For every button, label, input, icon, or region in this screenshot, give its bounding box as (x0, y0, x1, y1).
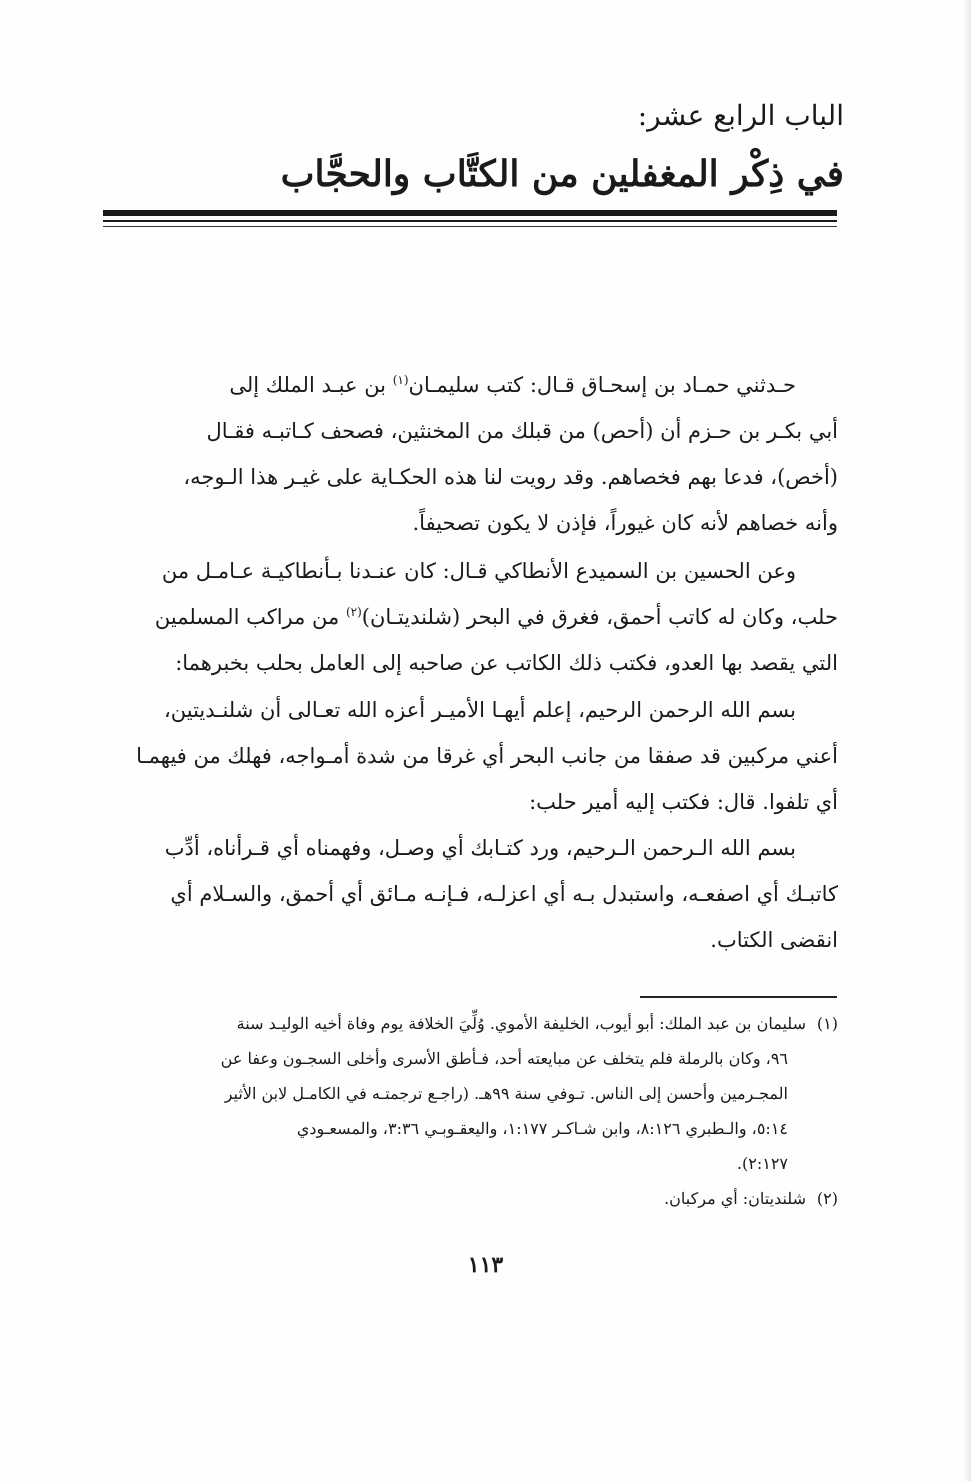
text-run: سليمان بن عبد الملك: أبو أيوب، الخليفة الأموي. وُلِّيَ الخلافة يوم وفاة أخيه الوليـد سنة (236, 1014, 806, 1033)
text-run: حـدثني حمـاد بن إسحـاق قـال: كتب سليمـان (408, 373, 796, 397)
paragraph-line: كاتبـك أي اصفعـه، واستبدل بـه أي اعزلـه، فـإنـه مـائق أي أحمق، والسـلام أي (170, 882, 838, 906)
footnote-line (96, 1006, 838, 1041)
paragraph-line: بسم الله الـرحمن الـرحيم، ورد كتـابك أي وصـل، وفهمناه أي قـرأناه، أدِّب (164, 836, 796, 860)
text-run: بن عبـد الملك إلى (229, 373, 393, 397)
footnote-line: ٢:١٢٧). (736, 1154, 788, 1173)
chapter-label: الباب الرابع عشر: (637, 99, 844, 132)
paragraph-line: وأنه خصاهم لأنه كان غيوراً، فإذن لا يكون تصحيفاً. (412, 511, 838, 535)
paragraph-4 (103, 825, 838, 963)
paragraph-line: (أخص)، فدعا بهم فخصاهم. وقد رويت لنا هذه الحكـاية على غيـر هذا الـوجه، (183, 465, 838, 489)
footnote-2 (96, 1181, 838, 1216)
footnote-1 (96, 1006, 838, 1181)
paragraph-line (103, 362, 838, 408)
footnote-line: المجـرمين وأحسن إلى الناس. تـوفي سنة ٩٩هـ. (راجـع ترجمتـه في الكامـل لابن الأثير (224, 1084, 788, 1103)
paragraph-line: انقضى الكتاب. (710, 928, 838, 952)
footnote-number: (١) (816, 1014, 838, 1033)
footnotes (96, 1006, 838, 1216)
footnote-line: ٥:١٤، والـطبري ٨:١٢٦، وابن شـاكـر ١:١٧٧، واليعقـوبـي ٣:٣٦، والمسعـودي (296, 1119, 788, 1138)
paragraph-3 (103, 687, 838, 825)
text-run: شلنديتان: أي مركبان. (664, 1189, 806, 1208)
footnote-line: ٩٦، وكان بالرملة فلم يتخلف عن مبايعته أحد، فـأطق الأسرى وأخلى السجـون وعفا عن (220, 1049, 788, 1068)
title-rule-hairline (103, 226, 837, 227)
footnote-separator (640, 996, 837, 998)
paragraph-1 (103, 362, 838, 546)
text-run: من مراكب المسلمين (154, 605, 346, 629)
paragraph-line: أعني مركبين قد صفقا من جانب البحر أي غرقا من شدة أمـواجه، فهلك من فيهمـا (136, 744, 838, 768)
footnote-line (96, 1181, 838, 1216)
footnote-ref-1[interactable]: (١) (392, 373, 409, 387)
paragraph-line: التي يقصد بها العدو، فكتب ذلك الكاتب عن صاحبه إلى العامل بحلب بخبرهما: (175, 651, 838, 675)
paragraph-line: أبي بكـر بن حـزم أن (أحص) من قبلك من المخنثين، فصحف كـاتبـه فقـال (206, 419, 838, 443)
footnote-ref-2[interactable]: (٢) (345, 605, 362, 619)
chapter-title: في ذِكْر المغفلين من الكتَّاب والحجَّاب (280, 153, 844, 195)
title-rule-thin (103, 220, 837, 222)
paragraph-line: وعن الحسين بن السميدع الأنطاكي قـال: كان عنـدنا بـأنطاكيـة عـامـل من (161, 559, 796, 583)
footnote-number: (٢) (816, 1189, 838, 1208)
page-number: ١١٣ (467, 1252, 504, 1278)
paragraph-2 (103, 548, 838, 686)
paragraph-line (103, 594, 838, 640)
paragraph-line: بسم الله الرحمن الرحيم، إعلم أيهـا الأميـر أعزه الله تعـالى أن شلنـديتين، (163, 698, 796, 722)
paragraph-line: أي تلفوا. قال: فكتب إليه أمير حلب: (529, 790, 838, 814)
title-rule-thick (103, 210, 837, 216)
text-run: حلب، وكان له كاتب أحمق، فغرق في البحر (شلنديتـان) (361, 605, 838, 629)
